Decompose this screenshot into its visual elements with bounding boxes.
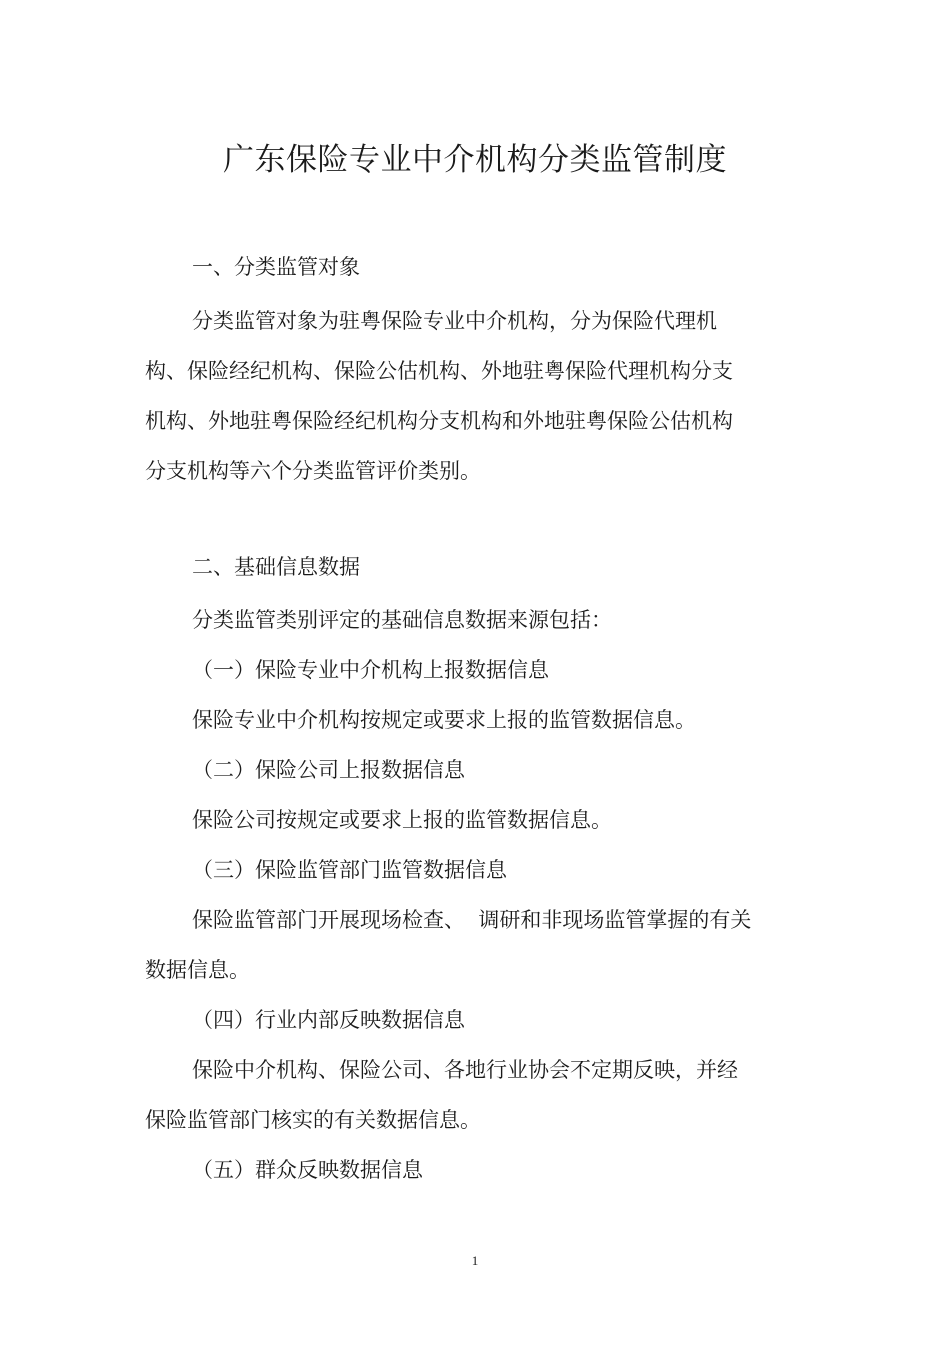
page-number: 1 — [471, 1253, 479, 1268]
document-title: 广东保险专业中介机构分类监管制度 — [223, 142, 727, 178]
paragraph-line: 保险公司按规定或要求上报的监管数据信息。 — [192, 808, 612, 832]
paragraph-line: 数据信息。 — [145, 958, 250, 982]
section-heading-1: 一、分类监管对象 — [192, 255, 360, 279]
subsection-heading: （一）保险专业中介机构上报数据信息 — [192, 658, 549, 682]
paragraph-line: 分支机构等六个分类监管评价类别。 — [145, 459, 481, 483]
paragraph-line: 保险监管部门开展现场检查、 调研和非现场监管掌握的有关 — [192, 908, 752, 932]
subsection-heading: （五）群众反映数据信息 — [192, 1158, 423, 1182]
paragraph-line: 构、保险经纪机构、保险公估机构、外地驻粤保险代理机构分支 — [145, 359, 733, 383]
subsection-heading: （二）保险公司上报数据信息 — [192, 758, 465, 782]
subsection-heading: （四）行业内部反映数据信息 — [192, 1008, 465, 1032]
paragraph-line: 分类监管类别评定的基础信息数据来源包括： — [192, 608, 612, 632]
paragraph-line: 保险中介机构、保险公司、各地行业协会不定期反映，并经 — [192, 1058, 738, 1082]
subsection-heading: （三）保险监管部门监管数据信息 — [192, 858, 507, 882]
paragraph-line: 保险专业中介机构按规定或要求上报的监管数据信息。 — [192, 708, 696, 732]
paragraph-line: 机构、外地驻粤保险经纪机构分支机构和外地驻粤保险公估机构 — [145, 409, 733, 433]
section-heading-2: 二、基础信息数据 — [192, 555, 360, 579]
paragraph-line: 分类监管对象为驻粤保险专业中介机构，分为保险代理机 — [192, 309, 717, 333]
paragraph-line: 保险监管部门核实的有关数据信息。 — [145, 1108, 481, 1132]
